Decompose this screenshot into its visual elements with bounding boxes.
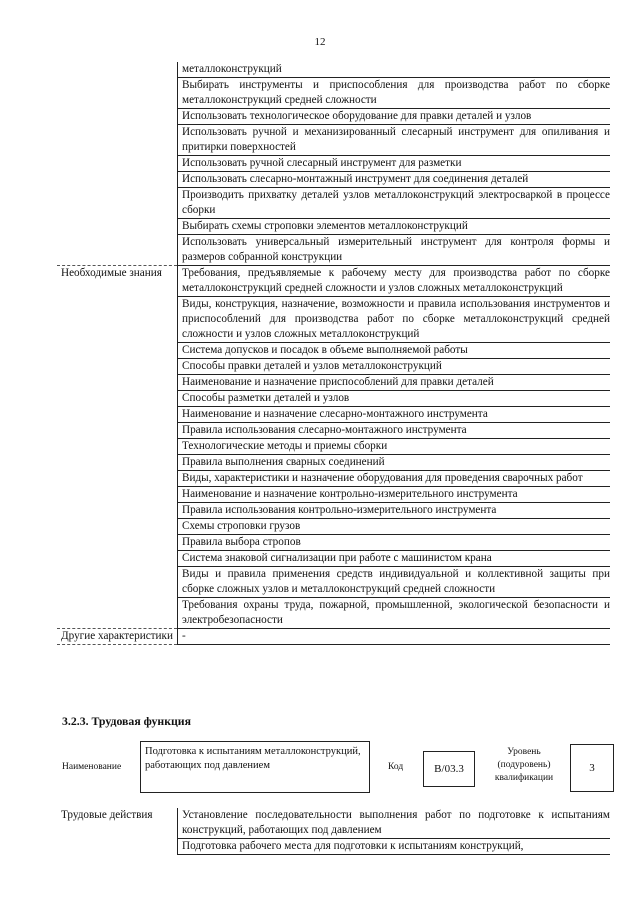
skill-item: Использовать слесарно-монтажный инструмент для соединения деталей — [178, 172, 611, 188]
knowledge-item: Схемы строповки грузов — [178, 519, 611, 535]
skill-item: металлоконструкций — [178, 62, 611, 78]
other-value: - — [178, 629, 611, 645]
knowledge-item: Технологические методы и приемы сборки — [178, 439, 611, 455]
knowledge-item: Виды, конструкция, назначение, возможности и правила использования инструментов и приспособлений для производства работ по сборке металлоконструкций средней сложности и узлов сложных металлоконструкций — [178, 297, 611, 343]
code-value-box: В/03.3 — [423, 751, 475, 787]
action-row — [57, 808, 610, 839]
knowledge-item: Требования, предъявляемые к рабочему месту для производства работ по сборке металлоконструкций средней сложности и узлов сложных металлоконструкций — [178, 266, 611, 297]
knowledge-item: Наименование и назначение слесарно-монтажного инструмента — [178, 407, 611, 423]
knowledge-item: Требования охраны труда, пожарной, промышленной, экологической безопасности и электробезопасности — [178, 598, 611, 629]
other-label: Другие характеристики — [57, 629, 178, 645]
action-item: Подготовка рабочего места для подготовки к испытаниям конструкций, — [178, 839, 611, 855]
page-number: 12 — [314, 36, 326, 48]
level-value-box: 3 — [570, 744, 614, 792]
skill-item: Использовать ручной слесарный инструмент для разметки — [178, 156, 611, 172]
skill-item: Использовать универсальный измерительный инструмент для контроля формы и размеров собранной конструкции — [178, 235, 611, 266]
skill-item: Выбирать инструменты и приспособления для производства работ по сборке металлоконструкций средней сложности — [178, 78, 611, 109]
skill-item: Использовать технологическое оборудование для правки деталей и узлов — [178, 109, 611, 125]
knowledge-item: Способы правки деталей и узлов металлоконструкций — [178, 359, 611, 375]
knowledge-item: Правила использования слесарно-монтажного инструмента — [178, 423, 611, 439]
name-label: Наименование — [62, 762, 122, 772]
skill-item: Производить прихватку деталей узлов металлоконструкций электросваркой в процессе сборки — [178, 188, 611, 219]
code-label: Код — [388, 762, 404, 772]
knowledge-item: Виды и правила применения средств индивидуальной и коллективной защиты при сборке сложных узлов и металлоконструкций средней сложности — [178, 567, 611, 598]
knowledge-item: Система допусков и посадок в объеме выполняемой работы — [178, 343, 611, 359]
knowledge-item: Правила выполнения сварных соединений — [178, 455, 611, 471]
knowledge-item: Система знаковой сигнализации при работе с машинистом крана — [178, 551, 611, 567]
other-row — [57, 629, 610, 645]
skill-item: Использовать ручной и механизированный слесарный инструмент для опиливания и притирки поверхностей — [178, 125, 611, 156]
knowledge-item: Способы разметки деталей и узлов — [178, 391, 611, 407]
level-label: Уровень (подуровень) квалификации — [494, 747, 554, 783]
skill-item: Выбирать схемы строповки элементов металлоконструкций — [178, 219, 611, 235]
requirements-table — [57, 62, 610, 645]
knowledge-label: Необходимые знания — [57, 266, 178, 629]
knowledge-row — [57, 266, 610, 297]
section-title: 3.2.3. Трудовая функция — [62, 714, 191, 728]
labor-actions-table — [57, 808, 610, 855]
skills-row — [57, 62, 610, 78]
knowledge-item: Виды, характеристики и назначение оборудования для проведения сварочных работ — [178, 471, 611, 487]
skills-label-cell — [57, 62, 178, 266]
knowledge-item: Правила использования контрольно-измерительного инструмента — [178, 503, 611, 519]
function-name-box: Подготовка к испытаниям металлоконструкций, работающих под давлением — [140, 741, 370, 793]
actions-label: Трудовые действия — [57, 808, 178, 855]
knowledge-item: Правила выбора стропов — [178, 535, 611, 551]
knowledge-item: Наименование и назначение контрольно-измерительного инструмента — [178, 487, 611, 503]
action-item: Установление последовательности выполнения работ по подготовке к испытаниям конструкций, работающих под давлением — [178, 808, 611, 839]
knowledge-item: Наименование и назначение приспособлений для правки деталей — [178, 375, 611, 391]
